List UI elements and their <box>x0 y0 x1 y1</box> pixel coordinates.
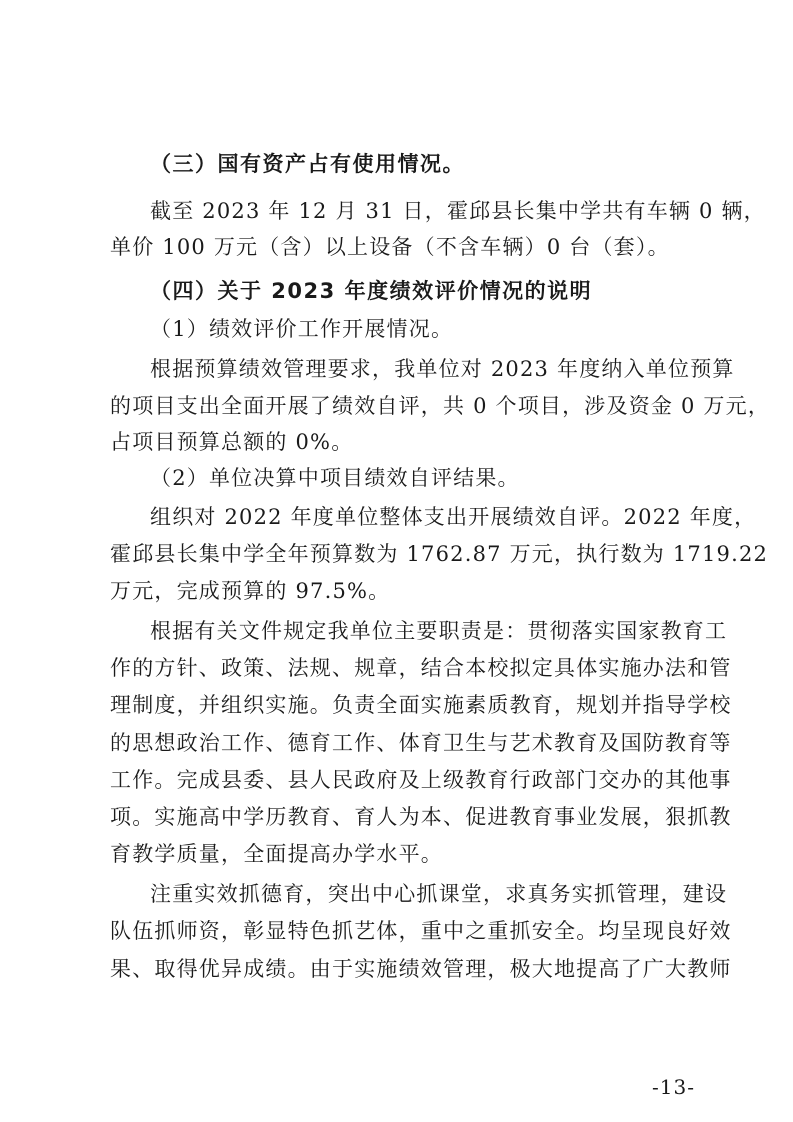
paragraph-line: 截至 2023 年 12 月 31 日，霍邱县长集中学共有车辆 0 辆， <box>150 199 766 223</box>
paragraph-line: 霍邱县长集中学全年预算数为 1762.87 万元，执行数为 1719.22 <box>110 542 769 566</box>
paragraph-line: 根据预算绩效管理要求，我单位对 2023 年度纳入单位预算 <box>150 357 735 381</box>
paragraph-line: 注重实效抓德育，突出中心抓课堂，求真务实抓管理，建设 <box>150 882 728 906</box>
paragraph-line: 育教学质量，全面提高办学水平。 <box>110 842 443 866</box>
paragraph-line: 万元，完成预算的 97.5%。 <box>110 579 391 603</box>
paragraph-line: 根据有关文件规定我单位主要职责是：贯彻落实国家教育工 <box>150 619 728 643</box>
subsection-heading-2: （2）单位决算中项目绩效自评结果。 <box>150 466 520 490</box>
paragraph-line: 单价 100 万元（含）以上设备（不含车辆）0 台（套）。 <box>110 235 670 259</box>
section-heading-4: （四）关于 2023 年度绩效评价情况的说明 <box>150 279 593 303</box>
paragraph-line: 队伍抓师资，彰显特色抓艺体，重中之重抓安全。均呈现良好效 <box>110 919 732 943</box>
section-heading-3: （三）国有资产占有使用情况。 <box>150 152 465 176</box>
paragraph-line: 的项目支出全面开展了绩效自评，共 0 个项目，涉及资金 0 万元， <box>110 394 771 418</box>
paragraph-line: 工作。完成县委、县人民政府及上级教育行政部门交办的其他事 <box>110 768 732 792</box>
paragraph-line: 组织对 2022 年度单位整体支出开展绩效自评。2022 年度， <box>150 505 757 529</box>
paragraph-line: 项。实施高中学历教育、育人为本、促进教育事业发展，狠抓教 <box>110 805 732 829</box>
page-number: -13- <box>652 1075 695 1099</box>
paragraph-line: 作的方针、政策、法规、规章，结合本校拟定具体实施办法和管 <box>110 656 732 680</box>
paragraph-line: 的思想政治工作、德育工作、体育卫生与艺术教育及国防教育等 <box>110 731 732 755</box>
paragraph-line: 理制度，并组织实施。负责全面实施素质教育，规划并指导学校 <box>110 693 732 717</box>
paragraph-line: 果、取得优异成绩。由于实施绩效管理，极大地提高了广大教师 <box>110 957 732 981</box>
paragraph-line: 占项目预算总额的 0%。 <box>110 430 354 454</box>
subsection-heading-1: （1）绩效评价工作开展情况。 <box>150 317 454 341</box>
